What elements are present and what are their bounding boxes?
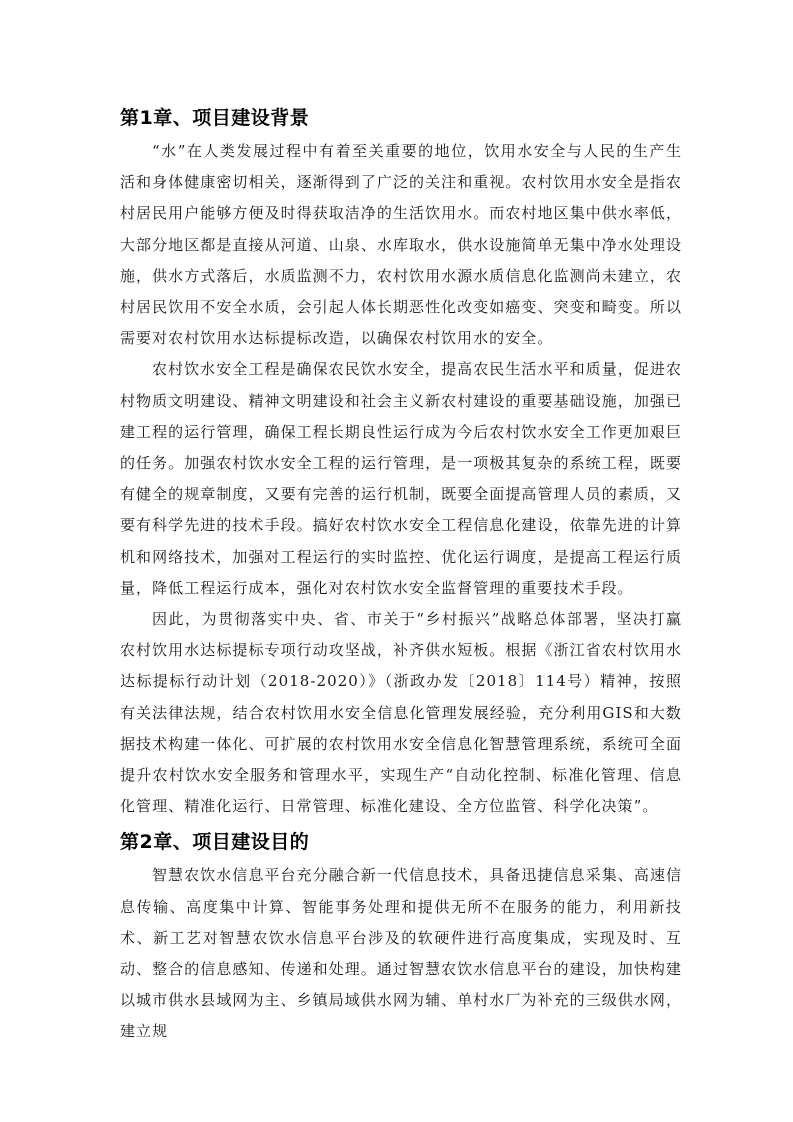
chapter-1-paragraph-2: 农村饮水安全工程是确保农民饮水安全，提高农民生活水平和质量，促进农村物质文明建设、精神文明建设和社会主义新农村建设的重要基础设施，加强已建工程的运行管理，确保工程长期良性运行成为今后农村饮水安全工作更加艰巨的任务。加强农村饮水安全工程的运行管理，是一项极其复杂的系统工程，既要有健全的规章制度，又要有完善的运行机制，既要全面提高管理人员的素质，又要有科学先进的技术手段。搞好农村饮水安全工程信息化建设，依靠先进的计算机和网络技术，加强对工程运行的实时监控、优化运行调度，是提高工程运行质量，降低工程运行成本，强化对农村饮水安全监督管理的重要技术手段。 [120,360,682,597]
document-page [120,100,682,1048]
chapter-1-paragraph-3: 因此，为贯彻落实中央、省、市关于“乡村振兴”战略总体部署，坚决打赢农村饮用水达标提标专项行动攻坚战，补齐供水短板。根据《浙江省农村饮用水达标提标行动计划（2018-2020）》（浙政办发〔2018〕114号）精神，按照有关法律法规，结合农村饮用水安全信息化管理发展经验，充分利用GIS和大数据技术构建一体化、可扩展的农村饮用水安全信息化智慧管理系统，系统可全面提升农村饮水安全服务和管理水平，实现生产“自动化控制、标准化管理、信息化管理、精准化运行、日常管理、标准化建设、全方位监管、科学化决策”。 [120,610,682,816]
chapter-1-paragraph-1: “水”在人类发展过程中有着至关重要的地位，饮用水安全与人民的生产生活和身体健康密切相关，逐渐得到了广泛的关注和重视。农村饮用水安全是指农村居民用户能够方便及时得获取洁净的生活饮用水。而农村地区集中供水率低，大部分地区都是直接从河道、山泉、水库取水，供水设施简单无集中净水处理设施，供水方式落后，水质监测不力，农村饮用水源水质信息化监测尚未建立，农村居民饮用不安全水质，会引起人体长期恶性化改变如癌变、突变和畸变。所以需要对农村饮用水达标提标改造，以确保农村饮用水的安全。 [120,142,682,348]
chapter-1-heading: 第1章、项目建设背景 [120,107,310,129]
chapter-2-paragraph-1: 智慧农饮水信息平台充分融合新一代信息技术，具备迅捷信息采集、高速信息传输、高度集中计算、智能事务处理和提供无所不在服务的能力，利用新技术、新工艺对智慧农饮水信息平台涉及的软硬件进行高度集成，实现及时、互动、整合的信息感知、传递和处理。通过智慧农饮水信息平台的建设，加快构建以城市供水县域网为主、乡镇局域供水网为辅、单村水厂为补充的三级供水网，建立规 [120,866,682,1041]
chapter-2-heading: 第2章、项目建设目的 [120,831,310,854]
